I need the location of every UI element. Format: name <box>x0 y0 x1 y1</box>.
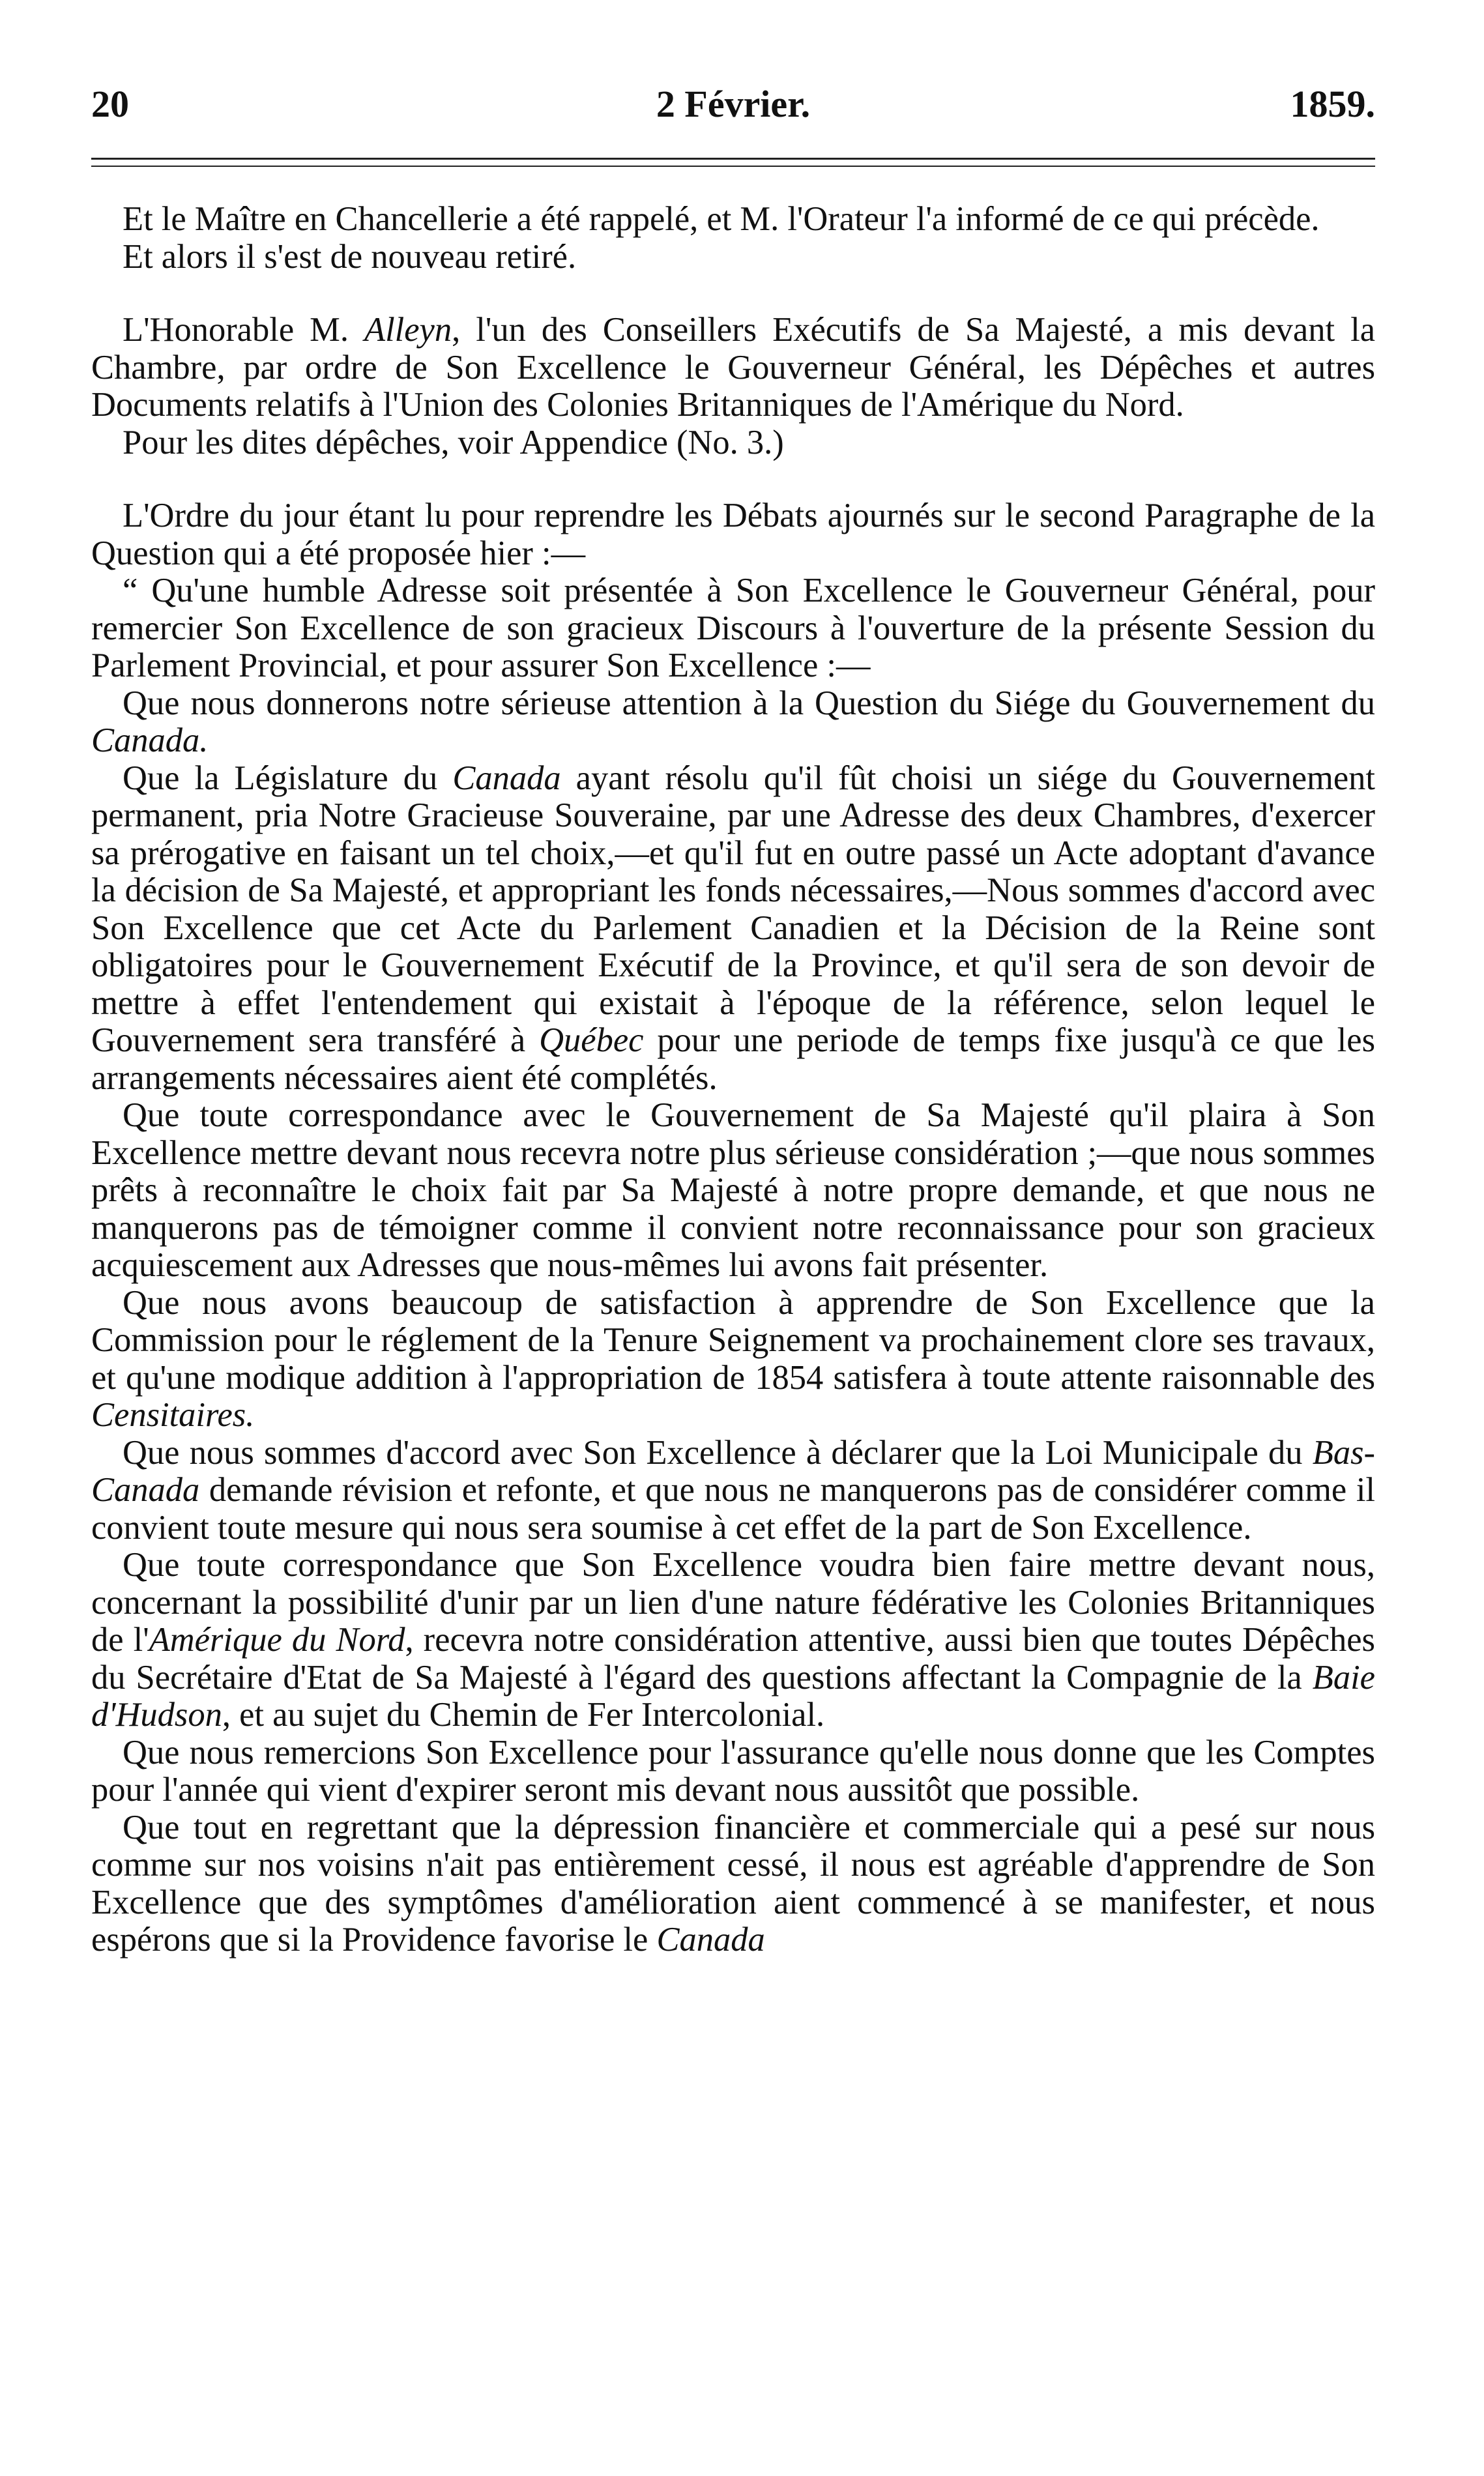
text-run: Et alors il s'est de nouveau retiré. <box>123 237 577 276</box>
italic-term: Amérique du Nord <box>149 1621 405 1659</box>
text-run: ayant résolu qu'il fût choisi un siége du Gouvernement permanent, pria Notre Gracieuse Souveraine, par une Adresse des deux Chambres, d'exercer sa prérogative en faisant un tel choix,—et qu'il fut en outre passé un Acte adoptant d'avance la décision de Sa Majesté, et appropriant les fonds nécessaires,—Nous sommes d'accord avec Son Excellence que cet Acte du Parlement Canadien et la Décision de la Reine sont obligatoires pour le Gouvernement Exécutif de la Province, et qu'il sera de son devoir de mettre à effet l'entendement qui existait à l'époque de la référence, selon lequel le Gouvernement sera transféré à <box>91 759 1375 1059</box>
text-run: “ Qu'une humble Adresse soit présentée à Son Excellence le Gouverneur Général, pour remercier Son Excellence de son gracieux Discours à l'ouverture de la présente Session du Parlement Provincial, et pour assurer Son Excellence :— <box>91 572 1375 684</box>
paragraph-public-accounts <box>91 1734 1375 1809</box>
italic-term: Canada. <box>91 721 209 759</box>
header-year: 1859. <box>1290 83 1375 125</box>
paragraph-withdrew <box>91 239 1375 276</box>
text-run: , et au sujet du Chemin de Fer Intercolonial. <box>222 1696 825 1734</box>
paragraph-municipal-law <box>91 1435 1375 1547</box>
header-double-rule <box>91 158 1375 167</box>
section-gap <box>91 461 1375 497</box>
page-number: 20 <box>91 83 129 125</box>
section-gap <box>91 276 1375 312</box>
text-run: Que toute correspondance que Son Excellence voudra bien faire mettre devant nous, concernant la possibilité d'unir par un lien d'une nature fédérative les Colonies Britanniques de l' <box>91 1546 1375 1659</box>
paragraph-seigniorial-tenure <box>91 1285 1375 1435</box>
italic-term: Bas-Canada <box>91 1433 1375 1509</box>
paragraph-legislature-resolved <box>91 760 1375 1098</box>
text-run: demande révision et refonte, et que nous ne manquerons pas de considérer comme il convient toute mesure qui nous sera soumise à cet effet de la part de Son Excellence. <box>91 1471 1375 1547</box>
paragraph-federative-union <box>91 1547 1375 1734</box>
italic-term: Baie d'Hudson <box>91 1658 1375 1734</box>
text-run: Et le Maître en Chancellerie a été rappelé, et M. l'Orateur l'a informé de ce qui précède. <box>123 200 1320 238</box>
paragraph-financial-depression <box>91 1809 1375 1959</box>
text-run: Que nous remercions Son Excellence pour l'assurance qu'elle nous donne que les Comptes pour l'année qui vient d'expirer seront mis devant nous aussitôt que possible. <box>91 1733 1375 1809</box>
italic-term: Québec <box>539 1021 644 1059</box>
text-run: L'Ordre du jour étant lu pour reprendre les Débats ajournés sur le second Paragraphe de la Question qui a été proposée hier :— <box>91 497 1375 572</box>
document-page <box>91 72 1375 2431</box>
text-run: Que nous donnerons notre sérieuse attention à la Question du Siége du Gouvernement du <box>123 684 1375 722</box>
document-body <box>91 201 1375 1959</box>
paragraph-alleyn-documents <box>91 312 1375 424</box>
running-header <box>91 72 1375 137</box>
paragraph-humble-address <box>91 572 1375 685</box>
italic-term: Canada <box>452 759 561 797</box>
paragraph-seat-of-government <box>91 685 1375 760</box>
header-date: 2 Février. <box>656 83 811 125</box>
text-run: pour une periode de temps fixe jusqu'à ce que les arrangements nécessaires aient été complétés. <box>91 1021 1375 1097</box>
paragraph-master-recalled <box>91 201 1375 239</box>
paragraph-correspondence-majesty <box>91 1097 1375 1285</box>
italic-term: Canada <box>656 1921 765 1959</box>
text-run: Que tout en regrettant que la dépression financière et commerciale qui a pesé sur nous comme sur nos voisins n'ait pas entièrement cessé, il nous est agréable d'apprendre de Son Excellence que des symptômes d'amélioration aient commencé à se manifester, et nous espérons que si la Providence favorise le <box>91 1808 1375 1959</box>
text-run: Que la Législature du <box>123 759 453 797</box>
paragraph-appendix-reference <box>91 424 1375 462</box>
text-run: Que nous avons beaucoup de satisfaction à apprendre de Son Excellence que la Commission pour le réglement de la Tenure Seignement va prochainement clore ses travaux, et qu'une modique addition à l'appropriation de 1854 satisfera à toute attente raisonnable des <box>91 1283 1375 1397</box>
italic-term: Alleyn <box>364 311 452 349</box>
text-run: Que toute correspondance avec le Gouvernement de Sa Majesté qu'il plaira à Son Excellence mettre devant nous recevra notre plus sérieuse considération ;—que nous sommes prêts à reconnaître le choix fait par Sa Majesté à notre propre demande, et que nous ne manquerons pas de témoigner comme il convient notre reconnaissance pour son gracieux acquiescement aux Adresses que nous-mêmes lui avons fait présenter. <box>91 1096 1375 1284</box>
text-run: Que nous sommes d'accord avec Son Excellence à déclarer que la Loi Municipale du <box>123 1433 1313 1472</box>
paragraph-order-of-day <box>91 497 1375 572</box>
text-run: , l'un des Conseillers Exécutifs de Sa Majesté, a mis devant la Chambre, par ordre de Son Excellence le Gouverneur Général, les Dépêches et autres Documents relatifs à l'Union des Colonies Britanniques de l'Amérique du Nord. <box>91 311 1375 424</box>
text-run: , recevra notre considération attentive, aussi bien que toutes Dépêches du Secrétaire d'Etat de Sa Majesté à l'égard des questions affectant la Compagnie de la <box>91 1621 1375 1697</box>
italic-term: Censitaires. <box>91 1396 255 1434</box>
text-run: L'Honorable M. <box>123 311 364 349</box>
text-run: Pour les dites dépêches, voir Appendice (No. 3.) <box>123 423 784 461</box>
